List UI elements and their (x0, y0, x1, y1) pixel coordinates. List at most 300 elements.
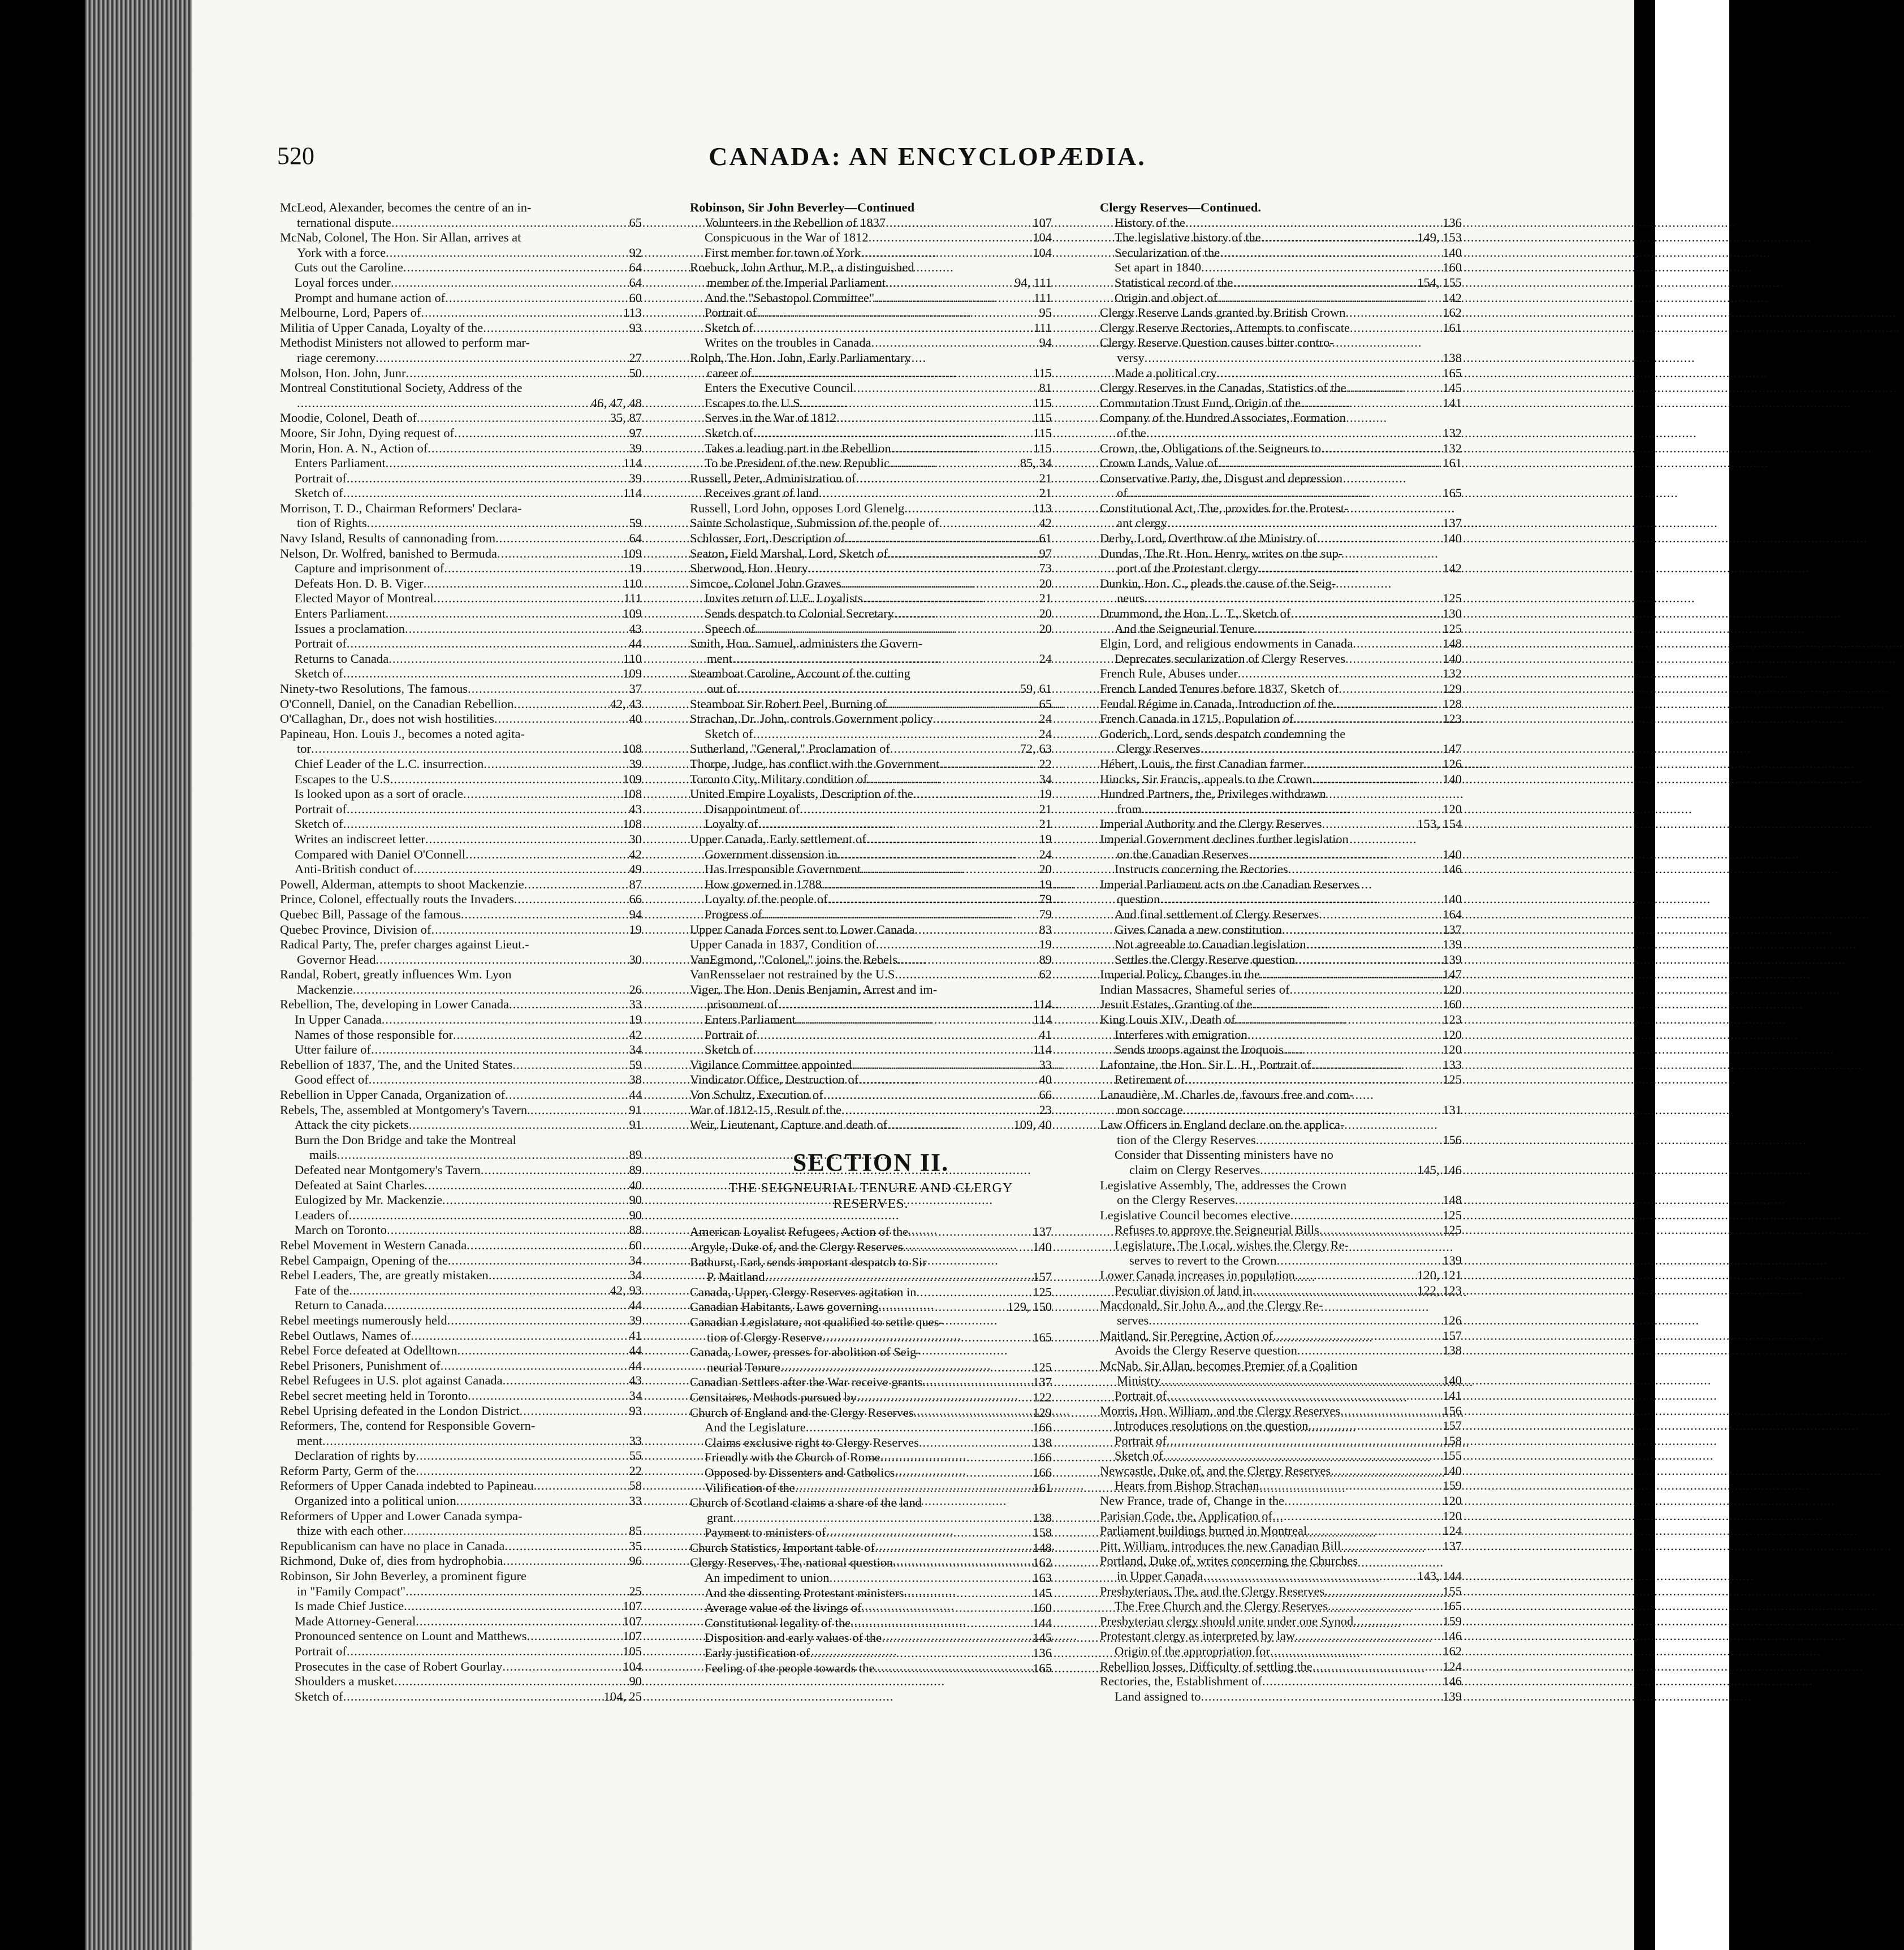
entry-text: versy (1117, 350, 1145, 365)
index-entry (690, 1103, 1052, 1118)
entry-text: And final settlement of Clergy Reserves (1115, 907, 1319, 921)
dot-leader (343, 817, 620, 832)
entry-text: Defeated near Montgomery's Tavern (295, 1163, 481, 1177)
index-entry (1100, 426, 1462, 441)
index-entry (1100, 636, 1462, 652)
dot-leader (387, 1223, 626, 1238)
index-entry (690, 456, 1052, 471)
entry-page-ref: 89 (1039, 952, 1052, 967)
dot-leader (413, 862, 626, 877)
index-entry (690, 321, 1052, 336)
entry-page-ref: 58 (629, 1478, 642, 1493)
dot-leader (1306, 937, 1440, 952)
index-entry (690, 305, 1052, 321)
index-entry (280, 1569, 642, 1584)
entry-text: March on Toronto (295, 1223, 387, 1237)
index-entry (1100, 245, 1462, 261)
dot-leader (755, 622, 1035, 637)
index-entry (1100, 681, 1462, 697)
index-entry (280, 636, 642, 652)
entry-page-ref: 138 (1033, 1435, 1052, 1449)
entry-text: Smith, Hon. Samuel, administers the Govern- (690, 636, 923, 651)
index-entry (690, 1028, 1052, 1043)
index-entry (690, 1555, 1052, 1571)
entry-text: tor (297, 741, 311, 756)
dot-leader (871, 335, 1036, 351)
entry-text: Progress of (705, 907, 762, 921)
entry-page-ref: 33 (629, 1494, 642, 1508)
dot-leader (343, 486, 620, 501)
index-entry (690, 1345, 1052, 1360)
entry-text: Sketch of (705, 320, 753, 335)
index-entry (1100, 215, 1462, 231)
entry-text: Gives Canada a new constitution (1115, 922, 1283, 937)
entry-page-ref: 140 (1443, 892, 1462, 907)
entry-text: Shoulders a musket (295, 1674, 395, 1689)
dot-leader (349, 1283, 607, 1298)
index-entry (690, 1315, 1052, 1330)
index-entry (280, 1133, 642, 1148)
dot-leader (441, 1358, 626, 1374)
entry-page-ref: 153, 154 (1417, 817, 1462, 831)
index-entry (1100, 1328, 1462, 1344)
index-entry (280, 1088, 642, 1103)
entry-text: Newcastle, Duke of, and the Clergy Reserves (1100, 1463, 1331, 1478)
entry-page-ref: 65 (629, 215, 642, 230)
dot-leader (752, 366, 1030, 381)
entry-page-ref: 129, 150 (1007, 1300, 1052, 1314)
entry-page-ref: 37 (629, 681, 642, 696)
entry-page-ref: 146 (1443, 862, 1462, 877)
entry-text: Morris, Hon. William, and the Clergy Reserves (1100, 1403, 1341, 1418)
dot-leader (1308, 1418, 1439, 1434)
entry-page-ref: 146 (1443, 1629, 1462, 1643)
dot-leader (1259, 561, 1439, 576)
dot-leader (461, 907, 626, 922)
entry-text: Prompt and humane action of (295, 290, 446, 305)
dot-leader (448, 1253, 626, 1269)
entry-page-ref: 145 (1033, 1585, 1052, 1600)
entry-page-ref: 109, 40 (1013, 1118, 1052, 1132)
dot-leader (468, 681, 625, 697)
index-entry (280, 351, 642, 366)
index-entry (690, 1586, 1052, 1601)
entry-page-ref: 62 (1039, 967, 1052, 982)
entry-text: Molson, Hon. John, Junr (280, 365, 406, 380)
dot-leader (1312, 1659, 1439, 1675)
entry-text: Robinson, Sir John Beverley, a prominent figure (280, 1569, 526, 1584)
entry-text: Moore, Sir John, Dying request of (280, 425, 455, 440)
entry-page-ref: 165 (1443, 365, 1462, 380)
entry-page-ref: 120 (1443, 1508, 1462, 1523)
entry-text: Quebec Bill, Passage of the famous (280, 907, 461, 921)
entry-text: Nelson, Dr. Wolfred, banished to Bermuda (280, 546, 497, 560)
entry-text: French Landed Tenures before 1837, Sketch of (1100, 681, 1339, 696)
dot-leader (895, 967, 1035, 982)
entry-text: tion of Rights (297, 516, 367, 530)
entry-page-ref: 137 (1443, 516, 1462, 530)
dot-leader (1201, 741, 1440, 757)
entry-page-ref: 137 (1033, 1224, 1052, 1239)
entry-page-ref: 41 (1039, 1027, 1052, 1042)
dot-leader (1185, 1072, 1439, 1088)
entry-page-ref: 40 (1039, 1072, 1052, 1087)
dot-leader (1277, 1253, 1440, 1269)
entry-page-ref: 59 (629, 516, 642, 530)
index-entry (280, 230, 642, 245)
entry-page-ref: 90 (629, 1193, 642, 1207)
index-entry (690, 1255, 1052, 1270)
entry-text: mon soccage (1117, 1102, 1183, 1117)
index-entry (1100, 486, 1462, 501)
index-entry (1100, 576, 1462, 592)
entry-page-ref: 20 (1039, 862, 1052, 877)
entry-text: Rebel Force defeated at Odelltown (280, 1343, 457, 1358)
entry-text: Vigilance Committee appointed (690, 1057, 852, 1072)
dot-leader (863, 591, 1036, 606)
dot-leader (404, 1599, 619, 1614)
dot-leader (1238, 666, 1440, 681)
entry-page-ref: 91 (629, 1118, 642, 1132)
entry-text: Maitland, Sir Peregrine, Action of (1100, 1328, 1273, 1343)
entry-page-ref: 60 (629, 1237, 642, 1252)
index-entry (1100, 546, 1462, 562)
dot-leader (1341, 1539, 1439, 1554)
entry-text: from (1117, 801, 1142, 816)
entry-text: Legislature, The Local, wishes the Clergy Re- (1115, 1237, 1349, 1252)
dot-leader (369, 1072, 626, 1088)
entry-text: Navy Island, Results of cannonading from (280, 531, 496, 546)
index-entry (690, 501, 1052, 516)
index-entry (280, 1283, 642, 1298)
dot-leader (428, 441, 625, 456)
entry-text: McNab, Sir Allan, becomes Premier of a Coalition (1100, 1358, 1358, 1373)
dot-leader (1297, 1343, 1439, 1358)
entry-page-ref: 155 (1443, 1448, 1462, 1463)
entry-text: The legislative history of the (1115, 230, 1261, 245)
index-entry (280, 1147, 642, 1163)
entry-text: Not agreeable to Canadian legislation (1115, 937, 1306, 952)
index-entry (690, 997, 1052, 1012)
dot-leader (1142, 802, 1440, 817)
entry-text: Made Attorney-General (295, 1614, 416, 1628)
dot-leader (1201, 1689, 1439, 1705)
dot-leader (1296, 952, 1440, 968)
entry-page-ref: 59, 61 (1020, 681, 1052, 696)
entry-text: Presbyterian clergy should unite under one Synod (1100, 1614, 1354, 1628)
dot-leader (822, 1330, 1029, 1345)
entry-page-ref: 34 (629, 1042, 642, 1057)
index-entry (1100, 1404, 1462, 1419)
entry-page-ref: 115 (1033, 365, 1052, 380)
entry-page-ref: 65 (1039, 696, 1052, 711)
dot-leader (1284, 1494, 1439, 1509)
entry-text: Strachan, Dr. John, controls Government policy (690, 711, 933, 726)
index-entry (1100, 847, 1462, 862)
index-entry (690, 260, 1052, 275)
entry-text: Constitutional Act, The, provides for the Protest- (1100, 501, 1349, 515)
entry-page-ref: 21 (1039, 471, 1052, 485)
dot-leader (922, 1375, 1029, 1390)
index-entry (1100, 622, 1462, 637)
entry-text: Secularization of the (1115, 245, 1220, 260)
entry-page-ref: 149, 153 (1417, 230, 1462, 245)
index-entry (1100, 1358, 1462, 1374)
index-entry (690, 772, 1052, 787)
dot-leader (887, 1118, 1010, 1133)
dot-leader (837, 847, 1036, 862)
entry-page-ref: 125 (1443, 1072, 1462, 1087)
index-entry (280, 1418, 642, 1434)
entry-text: Sutherland, "General," Proclamation of (690, 741, 890, 756)
dot-leader (391, 215, 626, 231)
index-entry (1100, 351, 1462, 366)
page-number: 520 (277, 142, 314, 170)
index-entry (1100, 291, 1462, 306)
index-entry (690, 381, 1052, 396)
dot-leader (1273, 1328, 1439, 1344)
entry-text: Sketch of (295, 1689, 343, 1703)
entry-page-ref: 109 (623, 771, 642, 786)
entry-page-ref: 133 (1443, 1057, 1462, 1072)
entry-page-ref: 88 (629, 1223, 642, 1237)
dot-leader (852, 1058, 1035, 1073)
index-entry (280, 1268, 642, 1283)
entry-page-ref: 104 (1033, 230, 1052, 245)
entry-text: French Canada in 1715, Population of (1100, 711, 1294, 726)
entry-text: Government dissension in (705, 847, 837, 861)
dot-leader (869, 230, 1030, 245)
entry-text: Rebellion in Upper Canada, Organization of (280, 1088, 506, 1102)
index-entry (1100, 335, 1462, 351)
index-entry (1100, 892, 1462, 907)
index-entry (690, 1450, 1052, 1465)
index-entry (1100, 1569, 1462, 1584)
entry-text: career of (707, 365, 752, 380)
entry-page-ref: 124 (1443, 1524, 1462, 1538)
entry-page-ref: 115 (1033, 411, 1052, 425)
dot-leader (502, 1659, 619, 1675)
entry-text: grant (707, 1510, 733, 1525)
entry-text: Hébert, Louis, the first Canadian farmer (1100, 756, 1304, 771)
index-entry (690, 832, 1052, 847)
dot-leader (431, 922, 625, 938)
dot-leader (827, 892, 1035, 907)
index-entry (1100, 1268, 1462, 1283)
running-head (277, 141, 1578, 175)
entry-text: ment (707, 651, 732, 666)
dot-leader (1220, 245, 1439, 261)
entry-text: Reform Party, Germ of the (280, 1463, 416, 1478)
index-entry (1100, 1373, 1462, 1388)
dot-leader (908, 1224, 1029, 1240)
entry-text: Enters Parliament (295, 606, 386, 621)
entry-page-ref: 139 (1443, 1253, 1462, 1267)
entry-text: Steamboat Sir Robert Peel, Burning of (690, 696, 887, 711)
index-entry (690, 1481, 1052, 1496)
entry-page-ref: 19 (629, 561, 642, 576)
dot-leader (530, 1103, 626, 1118)
entry-page-ref: 19 (1039, 831, 1052, 846)
dot-leader (1259, 1478, 1440, 1494)
index-entry (1100, 1614, 1462, 1629)
entry-text: of the (1117, 425, 1146, 440)
dot-leader (454, 426, 625, 441)
dot-leader (497, 546, 619, 562)
index-entry (1100, 1629, 1462, 1644)
index-entry (690, 877, 1052, 892)
entry-page-ref: 109 (623, 546, 642, 560)
index-entry (280, 862, 642, 877)
entry-text: Lanaudière, M. Charles de, favours free and com- (1100, 1088, 1354, 1102)
entry-text: Prosecutes in the case of Robert Gourlay (295, 1659, 503, 1673)
entry-page-ref: 162 (1033, 1555, 1052, 1570)
dot-leader (891, 441, 1030, 456)
entry-page-ref: 19 (629, 922, 642, 937)
entry-text: Consider that Dissenting ministers have no (1115, 1147, 1333, 1162)
index-entry (690, 817, 1052, 832)
entry-text: United Empire Loyalists, Description of the (690, 787, 913, 801)
index-entry (690, 426, 1052, 441)
dot-leader (417, 411, 607, 426)
entry-text: ternational dispute (297, 215, 391, 230)
entry-text: Rebel meetings numerously held (280, 1313, 447, 1327)
dot-leader (1217, 366, 1440, 381)
index-entry (1100, 937, 1462, 952)
entry-page-ref: 27 (629, 350, 642, 365)
entry-text: Militia of Upper Canada, Loyalty of the (280, 320, 483, 335)
dot-leader (808, 561, 1036, 576)
entry-page-ref: 111 (623, 591, 642, 606)
entry-text: Upper Canada, Early settlement of (690, 831, 866, 846)
entry-text: Imperial Parliament acts on the Canadian Reserves (1100, 877, 1359, 891)
entry-text: Average value of the livings of (705, 1600, 862, 1615)
entry-page-ref: 132 (1443, 425, 1462, 440)
index-entry (280, 847, 642, 862)
dot-leader (1262, 1674, 1439, 1689)
index-entry (1100, 1223, 1462, 1238)
entry-text: Portrait of (295, 471, 347, 485)
entry-page-ref: 120 (1443, 982, 1462, 996)
index-entry (1100, 1674, 1462, 1689)
entry-text: on the Canadian Reserves (1117, 847, 1249, 861)
dot-leader (416, 1614, 619, 1629)
entry-text: thize with each other (297, 1524, 404, 1538)
dot-leader (1217, 456, 1439, 471)
dot-leader (503, 1554, 625, 1569)
index-entry (690, 606, 1052, 622)
index-entry (280, 1238, 642, 1253)
entry-text: Elected Mayor of Montreal (295, 591, 434, 606)
entry-text: Sketch of (705, 726, 753, 741)
index-entry (280, 1644, 642, 1659)
index-entry (690, 200, 1052, 215)
entry-text: Law Officers in England declare on the applica- (1100, 1118, 1345, 1132)
entry-text: Randal, Robert, greatly influences Wm. Lyon (280, 967, 512, 982)
entry-page-ref: 90 (629, 1674, 642, 1689)
entry-page-ref: 165 (1443, 486, 1462, 501)
index-entry (280, 1689, 642, 1705)
index-entry (280, 576, 642, 592)
entry-text: Canada, Lower, presses for abolition of Seig- (690, 1345, 921, 1360)
index-entry (1100, 260, 1462, 275)
dot-leader (795, 1481, 1029, 1496)
dot-leader (1290, 982, 1440, 998)
index-entry (1100, 531, 1462, 546)
entry-page-ref: 148 (1443, 636, 1462, 651)
dot-leader (867, 772, 1036, 787)
entry-text: Company of the Hundred Associates, Formation (1100, 411, 1346, 425)
index-entry (280, 666, 642, 681)
entry-page-ref: 139 (1443, 937, 1462, 952)
entry-text: Leaders of (295, 1207, 349, 1222)
entry-page-ref: 42, 93 (610, 1283, 642, 1297)
entry-text: Capture and imprisonment of (295, 561, 444, 576)
index-entry (690, 1360, 1052, 1375)
index-entry (690, 576, 1052, 592)
entry-text: Organized into a political union (295, 1494, 456, 1508)
dot-leader (753, 727, 1036, 742)
entry-page-ref: 44 (629, 636, 642, 651)
index-entry (280, 1554, 642, 1569)
entry-page-ref: 24 (1039, 726, 1052, 741)
index-entry (690, 1118, 1052, 1133)
entry-page-ref: 115 (1033, 395, 1052, 410)
entry-page-ref: 114 (1033, 1012, 1052, 1027)
dot-leader (830, 1571, 1030, 1586)
index-entry (690, 230, 1052, 245)
dot-leader (904, 501, 1030, 516)
entry-page-ref: 44 (629, 1088, 642, 1102)
index-entry (690, 1072, 1052, 1088)
entry-text: Return to Canada (295, 1298, 384, 1313)
dot-leader (405, 1584, 625, 1599)
dot-leader (406, 366, 626, 381)
dot-leader (1311, 1058, 1440, 1073)
index-entry (690, 711, 1052, 727)
dot-leader (845, 531, 1036, 546)
index-entry (1100, 1313, 1462, 1328)
dot-leader (1282, 922, 1439, 938)
index-entry (690, 892, 1052, 907)
index-entry (280, 471, 642, 486)
index-entry (280, 531, 642, 546)
index-entry (1100, 1088, 1462, 1103)
index-entry (1100, 230, 1462, 245)
entry-text: Morrison, T. D., Chairman Reformers' Declara- (280, 501, 522, 515)
index-entry (690, 1420, 1052, 1435)
dot-leader (442, 1193, 625, 1208)
entry-text: Crown Lands, Value of (1100, 456, 1218, 471)
entry-page-ref: 123 (1443, 711, 1462, 726)
dot-leader (757, 1028, 1036, 1043)
entry-page-ref: 114 (1033, 997, 1052, 1012)
dot-leader (897, 952, 1035, 968)
entry-page-ref: 33 (629, 997, 642, 1012)
dot-leader (1203, 1569, 1414, 1584)
entry-text: Hundred Partners, the, Privileges withdrawn (1100, 787, 1326, 801)
entry-text: To be President of the new Republic (705, 456, 890, 471)
entry-page-ref: 140 (1443, 531, 1462, 546)
entry-page-ref: 140 (1033, 1240, 1052, 1254)
entry-page-ref: 120, 121 (1417, 1268, 1462, 1283)
entry-text: Thorpe, Judge, has conflict with the Government (690, 756, 940, 771)
index-entry (690, 666, 1052, 681)
entry-text: Rebel Leaders, The, are greatly mistaken (280, 1268, 489, 1283)
index-entry (1100, 1178, 1462, 1193)
entry-page-ref: 157 (1443, 1418, 1462, 1433)
dot-leader (893, 1555, 1029, 1571)
